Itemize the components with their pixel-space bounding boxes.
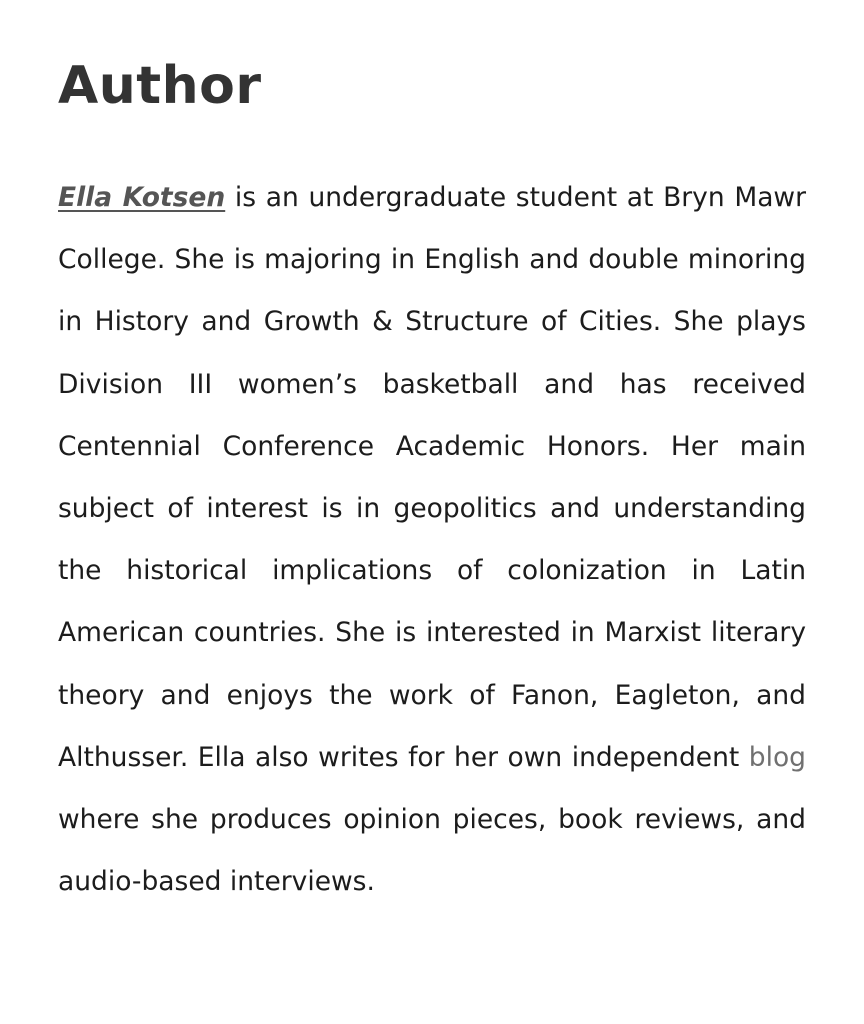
blog-link[interactable]: blog [748, 741, 806, 773]
author-bio [58, 167, 806, 913]
author-name-link[interactable]: Ella Kotsen [58, 182, 226, 213]
bio-text-part-2: where she produces opinion pieces, book reviews, and audio-based interviews. [58, 804, 806, 898]
author-section [58, 0, 806, 913]
bio-text-part-1: is an undergraduate student at Bryn Mawr College. She is majoring in English and double minoring in History and Growth & Structure of Cities. She plays Division III women’s basketball and has received Centennial Conference Academic Honors. Her main subject of interest is in geopolitics and understanding the historical implications of colonization in Latin American countries. She is interested in Marxist literary theory and enjoys the work of Fanon, Eagleton, and Althusser. Ella also writes for her own independent [58, 182, 806, 773]
page-title: Author [58, 56, 262, 116]
